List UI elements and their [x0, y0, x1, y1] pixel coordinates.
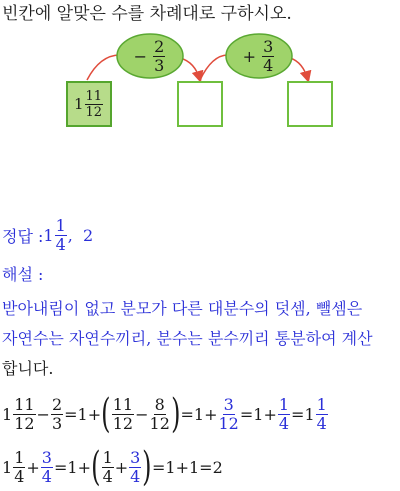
arrow-3: [200, 55, 228, 80]
arrow-4: [290, 58, 308, 80]
solution-line-2: 자연수는 자연수끼리, 분수는 분수끼리 통분하여 계산: [2, 329, 373, 348]
answer-box-1[interactable]: [177, 81, 223, 127]
equation-1: 1 $\frac{11}{12}$ − $\frac{2}{3}$ = 1 + ( $\frac{11}{12}$ − $\frac{8}{12}$ ) = 1 + $\frac{3}{12}$ = 1 + $\frac{1}{4}$ = 1 $\frac{1}{4}$: [2, 391, 327, 437]
answer-fraction: $\frac{1}{4}$: [55, 216, 66, 254]
solution-line-3: 합니다.: [2, 359, 54, 378]
operator-1: [117, 36, 183, 76]
start-box: 1 $\frac{11}{12}$: [66, 81, 112, 127]
solution-line-1: 받아내림이 없고 분모가 다른 대분수의 덧셈, 뺄셈은: [2, 299, 363, 318]
fraction-2-3: $\frac{2}{3}$: [154, 36, 165, 75]
plus-sign: +: [242, 46, 257, 66]
question-text: 빈칸에 알맞은 수를 차례대로 구하시오.: [2, 4, 292, 24]
operation-diagram: [0, 0, 400, 160]
equation-2: 1 $\frac{1}{4}$ + $\frac{3}{4}$ = 1 + ( $\frac{1}{4}$ + $\frac{3}{4}$ ) = 1 + 1 = 2: [2, 444, 223, 490]
operator-2: [226, 36, 292, 76]
answer-second: 2: [83, 226, 94, 245]
answer-line: 정답 : 1 $\frac{1}{4}$ , 2: [2, 216, 94, 254]
answer-label: 정답 :: [2, 227, 44, 246]
fraction-3-4: $\frac{3}{4}$: [263, 36, 274, 75]
solution-label: 해설 :: [2, 265, 44, 284]
arrow-2: [180, 58, 200, 80]
arrow-1: [87, 55, 120, 80]
answer-box-2[interactable]: [287, 81, 333, 127]
minus-sign: −: [133, 46, 148, 66]
